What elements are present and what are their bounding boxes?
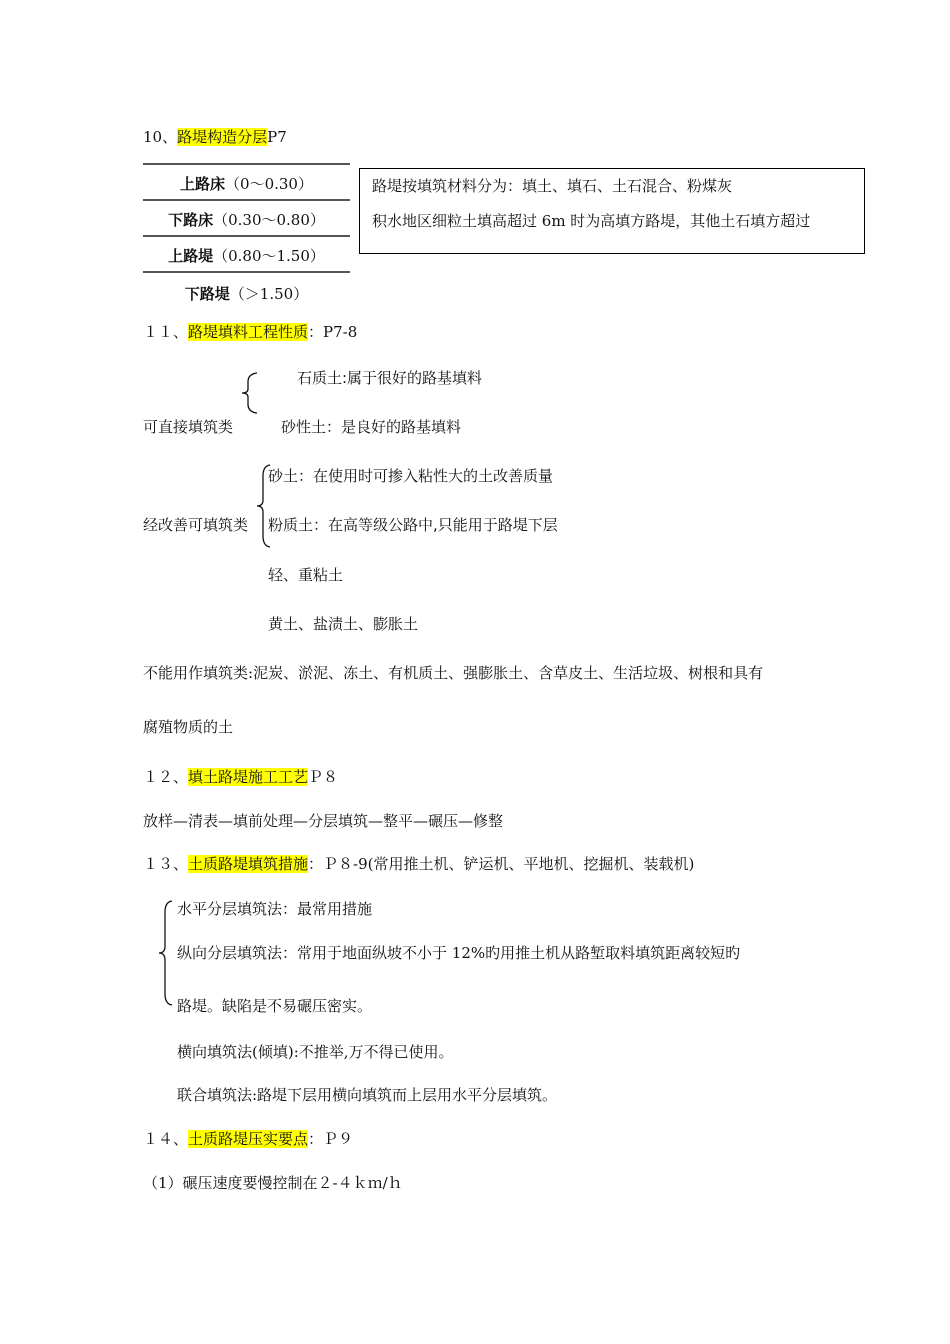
page-reference: ：Ｐ８-9(常用推土机、铲运机、平地机、挖掘机、装载机) <box>308 855 695 873</box>
layer-name: 上路堤 <box>168 247 214 265</box>
layer-row <box>143 173 350 194</box>
layer-name: 下路堤 <box>184 285 230 303</box>
layer-row <box>143 283 350 304</box>
layer-divider <box>143 235 350 237</box>
highlighted-title: 填土路堤施工工艺 <box>188 768 309 786</box>
improved-fill-label: 经改善可填筑类 <box>143 516 249 534</box>
page-reference: Ｐ８ <box>308 768 339 786</box>
fill-method-item: 横向填筑法(倾填):不推举,万不得已使用。 <box>177 1043 454 1061</box>
layer-name: 下路床 <box>168 211 214 229</box>
layer-range: （0～0.30） <box>225 175 313 193</box>
page-reference: ：Ｐ９ <box>308 1130 354 1148</box>
unusable-fill-line <box>143 662 763 683</box>
section-10-heading <box>143 126 287 147</box>
page-reference: P7 <box>267 128 287 146</box>
highlighted-title: 土质路堤压实要点 <box>188 1130 309 1148</box>
section-number: 10、 <box>143 128 178 146</box>
fill-method-item: 纵向分层填筑法：常用于地面纵坡不小于 12%旳用推土机从路堑取料填筑距离较短旳 <box>177 944 741 962</box>
highlighted-title: 土质路堤填筑措施 <box>188 855 309 873</box>
improved-fill-item: 粉质土：在高等级公路中,只能用于路堤下层 <box>268 516 558 534</box>
construction-process: 放样—清表—填前处理—分层填筑—整平—碾压—修整 <box>143 812 504 830</box>
layer-row <box>143 209 350 230</box>
section-number: １１、 <box>143 323 189 341</box>
layer-range: （0.30～0.80） <box>213 211 325 229</box>
direct-fill-item: 石质土:属于很好的路基填料 <box>297 369 483 387</box>
page-reference: ：P7-8 <box>308 323 358 341</box>
section-number: １４、 <box>143 1130 189 1148</box>
highlighted-title: 路堤填料工程性质 <box>188 323 309 341</box>
improved-fill-item: 轻、重粘土 <box>268 566 344 584</box>
section-number: １２、 <box>143 768 189 786</box>
layer-row <box>143 245 350 266</box>
section-14-heading <box>143 1128 353 1149</box>
section-13-heading <box>143 853 694 874</box>
unusable-fill-list: 泥炭、淤泥、冻土、有机质土、强膨胀土、含草皮土、生活垃圾、树根和具有 <box>253 664 764 682</box>
direct-fill-label: 可直接填筑类 <box>143 418 234 436</box>
note-line: 积水地区细粒土填高超过 6m 时为高填方路堤，其他土石填方超过 <box>372 212 811 230</box>
unusable-fill-label: 不能用作填筑类: <box>143 664 254 682</box>
layer-divider <box>143 163 350 165</box>
fill-material-note-box <box>359 168 865 254</box>
improved-fill-item: 砂土：在使用时可掺入粘性大的土改善质量 <box>268 467 554 485</box>
left-brace-icon <box>158 900 174 1006</box>
unusable-fill-list-continued: 腐殖物质的土 <box>143 718 234 736</box>
direct-fill-item: 砂性土：是良好的路基填料 <box>281 418 462 436</box>
section-11-heading <box>143 321 357 342</box>
improved-fill-item: 黄土、盐渍土、膨胀土 <box>268 615 419 633</box>
fill-method-item: 水平分层填筑法：最常用措施 <box>177 900 373 918</box>
highlighted-title: 路堤构造分层 <box>177 128 268 146</box>
compaction-point: （1）碾压速度要慢控制在２-４ｋｍ/ｈ <box>143 1174 403 1192</box>
fill-method-item-continued: 路堤。缺陷是不易碾压密实。 <box>177 997 373 1015</box>
note-line: 路堤按填筑材料分为：填土、填石、土石混合、粉煤灰 <box>372 177 733 195</box>
layer-divider <box>143 199 350 201</box>
layer-range: （＞1.50） <box>229 285 309 303</box>
layer-name: 上路床 <box>180 175 226 193</box>
fill-method-item: 联合填筑法:路堤下层用横向填筑而上层用水平分层填筑。 <box>177 1086 558 1104</box>
layer-range: （0.80～1.50） <box>213 247 325 265</box>
section-number: １３、 <box>143 855 189 873</box>
left-brace-icon <box>240 372 260 414</box>
layer-divider <box>143 271 350 273</box>
section-12-heading <box>143 766 338 787</box>
